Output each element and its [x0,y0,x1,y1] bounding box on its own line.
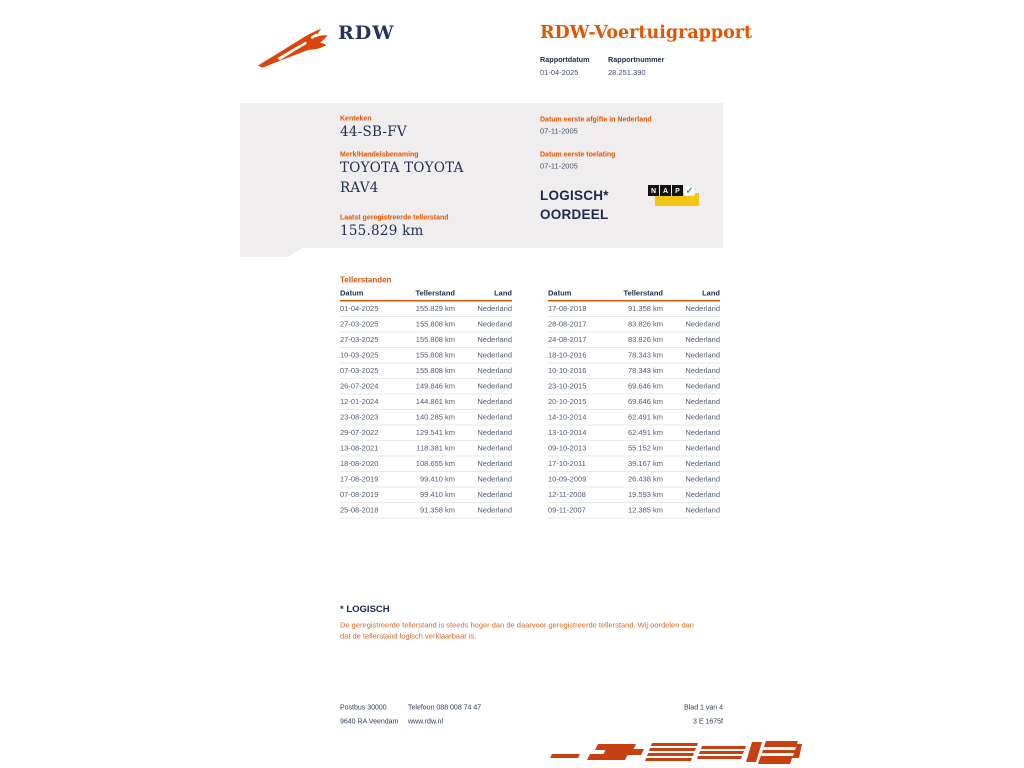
table-cell: 12-11-2008 [548,490,586,499]
tellerstand-value: 155.829 km [340,223,424,239]
rdw-bird-logo-icon [256,28,332,70]
table-row [340,472,512,488]
table-row [548,457,720,473]
oordeel-line1: LOGISCH* [540,188,609,203]
table-cell: Nederland [477,475,512,484]
table-cell: 18-08-2020 [340,459,379,468]
table-cell: 155.808 km [415,351,455,360]
table-cell: 26-07-2024 [340,382,379,391]
footer-address-line1: Postbus 30000 [340,703,387,711]
table-cell: 62.491 km [627,428,663,437]
odometer-table-right [548,289,720,519]
table-header [340,289,512,302]
table-cell: 23-10-2015 [548,382,587,391]
table-row [548,410,720,426]
table-cell: 17-08-2019 [340,475,379,484]
nap-letter-n: N [648,185,659,196]
table-cell: 69.646 km [627,382,663,391]
nap-tiles [648,185,695,196]
table-row [340,410,512,426]
column-header-land: Land [494,289,512,298]
table-row [340,364,512,380]
footnote-marker: * [340,604,344,615]
rapportnummer-value: 28.251.390 [608,68,646,77]
table-cell: Nederland [685,506,720,515]
table-row [548,488,720,504]
table-cell: Nederland [685,397,720,406]
table-cell: Nederland [685,335,720,344]
kenteken-value: 44-SB-FV [340,124,407,140]
table-cell: 20-10-2015 [548,397,587,406]
table-cell: 99.410 km [419,475,455,484]
table-cell: 39.167 km [627,459,663,468]
table-row [340,488,512,504]
table-row [340,333,512,349]
table-cell: 23-08-2023 [340,413,379,422]
table-cell: Nederland [685,475,720,484]
table-row [340,426,512,442]
table-cell: Nederland [685,351,720,360]
table-cell: 09-11-2007 [548,506,586,515]
table-cell: 155.829 km [415,304,455,313]
table-cell: 13-08-2021 [340,444,379,453]
table-cell: Nederland [685,428,720,437]
column-header-land: Land [702,289,720,298]
toelating-label: Datum eerste toelating [540,150,616,158]
table-cell: 10-09-2009 [548,475,587,484]
table-cell: 27-03-2025 [340,320,379,329]
table-header [548,289,720,302]
footer-doc-code: 3 E 1675f [693,717,723,725]
footnote-body [340,620,740,642]
report-title: RDW-Voertuigrapport [540,22,753,43]
table-cell: 14-10-2014 [548,413,587,422]
table-row [548,317,720,333]
afgifte-label: Datum eerste afgifte in Nederland [540,115,652,123]
table-cell: 24-08-2017 [548,335,587,344]
table-cell: 99.410 km [419,490,455,499]
odometer-table-left [340,289,512,519]
table-cell: Nederland [477,351,512,360]
table-cell: 155.808 km [415,366,455,375]
table-cell: Nederland [477,413,512,422]
rapportnummer-label: Rapportnummer [608,56,665,64]
rapportdatum-value: 01-04-2025 [540,68,579,77]
table-cell: 83.826 km [627,320,663,329]
footer-website-link[interactable]: www.rdw.nl [408,717,444,725]
table-cell: 10-10-2016 [548,366,587,375]
table-cell: 83.826 km [627,335,663,344]
footer-page-number: Blad 1 van 4 [684,703,723,711]
table-cell: Nederland [685,444,720,453]
tellerstand-label: Laatst geregistreerde tellerstand [340,213,449,221]
merk-label: Merk/Handelsbenaming [340,150,419,158]
nap-letter-p: P [672,185,683,196]
toelating-value: 07-11-2005 [540,162,578,171]
table-cell: 07-03-2025 [340,366,379,375]
table-cell: Nederland [477,459,512,468]
table-row [340,395,512,411]
footer-address-line2: 9640 RA Veendam [340,717,399,725]
table-cell: 07-08-2019 [340,490,379,499]
table-cell: 28-08-2017 [548,320,587,329]
merk-value-line2: RAV4 [340,180,379,196]
table-cell: 91.358 km [419,506,455,515]
table-row [340,317,512,333]
afgifte-value: 07-11-2005 [540,127,578,136]
rapportnummer-field [608,56,676,77]
panel-corner-tab [240,248,302,257]
table-row [340,441,512,457]
table-row [548,472,720,488]
table-cell: Nederland [477,320,512,329]
footnote-title [340,604,740,615]
table-body [548,302,720,519]
table-row [548,379,720,395]
table-cell: 144.861 km [415,397,455,406]
table-row [340,503,512,519]
table-cell: 118.381 km [416,444,455,453]
table-row [340,348,512,364]
footer-address [340,700,398,728]
table-row [548,348,720,364]
table-cell: 69.646 km [627,397,663,406]
footnote-body-line1: De geregistreerde tellerstand is steeds hoger dan de daarvoor geregistreerde tellerstand. Wij oordelen dan [340,621,694,630]
rapportdatum-field [540,56,608,77]
column-header-datum: Datum [340,289,364,298]
column-header-tellerstand: Tellerstand [623,289,663,298]
table-cell: Nederland [685,366,720,375]
table-cell: 62.491 km [627,413,663,422]
oordeel-line2: OORDEEL [540,207,609,222]
oordeel-status [540,186,609,224]
table-cell: Nederland [685,490,720,499]
footer-contact [408,700,481,728]
table-cell: 18-10-2016 [548,351,587,360]
footer-phone: Telefoon 088 008 74 47 [408,703,482,711]
table-cell: Nederland [477,397,512,406]
merk-value-line1: TOYOTA TOYOTA [340,160,464,176]
table-cell: 140.285 km [415,413,455,422]
table-cell: Nederland [477,428,512,437]
table-cell: 78.343 km [627,351,663,360]
table-row [548,395,720,411]
table-cell: Nederland [477,304,512,313]
footnote-title-text: LOGISCH [346,604,390,615]
table-cell: 26.438 km [627,475,663,484]
table-cell: Nederland [685,382,720,391]
table-cell: 155.808 km [415,335,455,344]
table-cell: Nederland [477,382,512,391]
table-cell: 27-03-2025 [340,335,379,344]
table-cell: 55.152 km [627,444,663,453]
kenteken-label: Kenteken [340,114,372,122]
nap-logo [648,183,700,210]
table-cell: 29-07-2022 [340,428,379,437]
table-cell: Nederland [477,444,512,453]
table-cell: Nederland [477,490,512,499]
table-cell: 12.385 km [627,506,663,515]
table-cell: 17-10-2011 [548,459,586,468]
table-row [548,426,720,442]
decorative-stripes-graphic [540,737,802,768]
table-row [340,302,512,318]
table-cell: Nederland [685,304,720,313]
table-cell: Nederland [685,413,720,422]
table-row [548,302,720,318]
table-cell: Nederland [685,459,720,468]
table-cell: 78.343 km [627,366,663,375]
table-cell: 25-08-2018 [340,506,379,515]
rdw-logo-text: RDW [338,21,395,44]
vehicle-summary-panel [240,103,723,248]
report-meta [540,56,676,77]
nap-letter-a: A [660,185,671,196]
table-cell: 91.358 km [627,304,663,313]
table-row [340,457,512,473]
column-header-tellerstand: Tellerstand [415,289,455,298]
table-cell: 155.808 km [415,320,455,329]
rapportdatum-label: Rapportdatum [540,56,590,64]
table-row [548,364,720,380]
table-body [340,302,512,519]
table-cell: Nederland [477,366,512,375]
nap-check-icon: ✓ [685,185,694,196]
table-cell: 13-10-2014 [548,428,587,437]
footnote-body-line2: dat de tellerstand logisch verklaarbaar is. [340,632,477,641]
table-cell: 12-01-2024 [340,397,379,406]
table-cell: Nederland [477,335,512,344]
table-cell: 149.846 km [415,382,455,391]
logisch-footnote [340,604,740,642]
table-cell: 17-08-2018 [548,304,587,313]
table-cell: 09-10-2013 [548,444,587,453]
table-cell: 10-03-2025 [340,351,379,360]
table-cell: 129.541 km [415,428,455,437]
table-row [548,441,720,457]
tellerstanden-title: Tellerstanden [340,276,392,285]
table-cell: 01-04-2025 [340,304,379,313]
table-cell: 19.593 km [627,490,663,499]
table-cell: Nederland [685,320,720,329]
table-cell: Nederland [477,506,512,515]
table-row [548,333,720,349]
table-row [340,379,512,395]
table-cell: 108.655 km [415,459,455,468]
table-row [548,503,720,519]
footer-page-info [600,700,723,728]
column-header-datum: Datum [548,289,572,298]
